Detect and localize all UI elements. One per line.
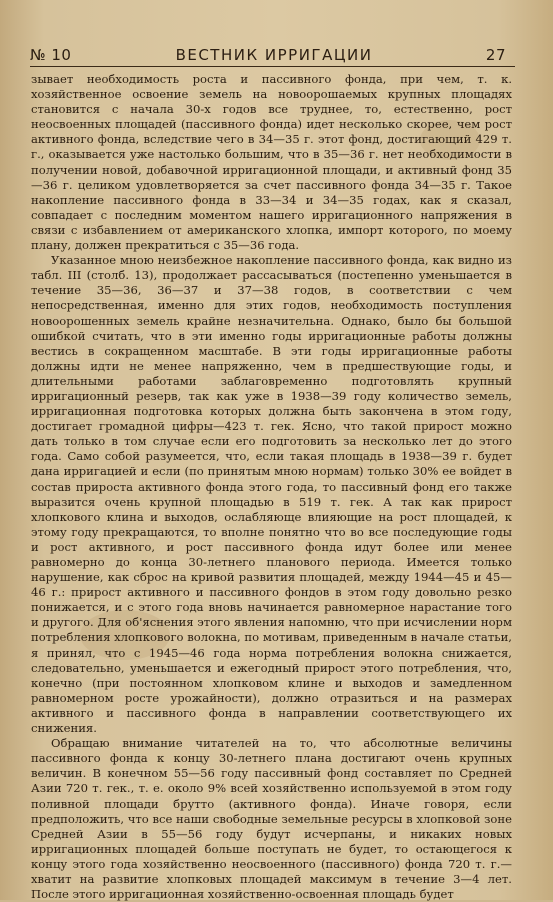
journal-title: ВЕСТНИК ИРРИГАЦИИ	[175, 46, 373, 64]
header-rule	[30, 66, 515, 67]
paragraph: Обращаю внимание читателей на то, что абсолютные величины пассивного фонда к концу 30-летнего плана достигают очень крупных величин. В конечном 55—56 году пассивный фонд составляет по Средней Азии 720 т. гек., т. е. около 9% всей хозяйственно используемой в этом году поливной площади брутто (активного фонда). Иначе говоря, если предположить, что все наши свободные земельные ресурсы в хлопковой зоне Средней Азии в 55—56 году будут исчерпаны, и никаких новых ирригационных площадей больше поступать не будет, то остающегося к концу этого года хозяйственно неосвоенного (пассивного) фонда 720 т. г.—хватит на развитие хлопковых площадей максимум в течение 3—4 лет. После этого ирригационная хозяйственно-освоенная площадь будет	[31, 736, 512, 902]
article-body	[31, 72, 512, 902]
paragraph: Указанное мною неизбежное накопление пассивного фонда, как видно из табл. III (столб. 13), продолжает рассасываться (постепенно уменьшается в течение 35—36, 36—37 и 37—38 годов, в соответствии с чем непосредственная, именно для этих годов, необходимость поступления новоорошенных земель крайне незначительна. Однако, было бы большой ошибкой считать, что в эти именно годы ирригационные работы должны вестись в сокращенном масштабе. В эти годы ирригационные работы должны идти не менее напряженно, чем в предшествующие годы, и длительными работами заблаговременно подготовлять крупный ирригационный резерв, так как уже в 1938—39 году количество земель, ирригационная подготовка которых должна быть закончена в этом году, достигает громадной цифры—423 т. гек. Ясно, что такой прирост можно дать только в том случае если его подготовить за несколько лет до этого года. Само собой разумеется, что, если такая площадь в 1938—39 г. будет дана ирригацией и если (по принятым мною нормам) только 30% ее войдет в состав прироста активного фонда этого года, то пассивный фонд его также выразится очень крупной площадью в 519 т. гек. А так как прирост хлопкового клина и выходов, ослабляюще влияющие на рост площадей, к этому году прекращаются, то вполне понятно что во все последующие годы и рост активного, и рост пассивного фонда идут более или менее равномерно до конца 30-летнего планового периода. Имеется только нарушение, как сброс на кривой развития площадей, между 1944—45 и 45—46 г.: прирост активного и пассивного фондов в этом году довольно резко понижается, и с этого года вновь начинается равномерное нарастание того и другого. Для об'яснения этого явления напомню, что при исчислении норм потребления хлопкового волокна, по мотивам, приведенным в начале статьи, я принял, что с 1945—46 года норма потребления волокна снижается, следовательно, уменьшается и ежегодный прирост этого потребления, что, конечно (при постоянном хлопковом клине и выходов и замедленном равномерном росте урожайности), должно отразиться и на размерах активного и пассивного фонда в направлении соответствующего их снижения.	[31, 253, 512, 736]
issue-number: № 10	[30, 46, 72, 64]
running-header	[30, 46, 518, 66]
paragraph: зывает необходимость роста и пассивного фонда, при чем, т. к. хозяйственное освоение земель на новоорошаемых крупных площадях становится с начала 30-х годов все труднее, то, естественно, рост неосвоенных площадей (пассивного фонда) идет несколько скорее, чем рост активного фонда, вследствие чего в 34—35 г. этот фонд, достигающий 429 т. г., оказывается уже настолько большим, что в 35—36 г. нет необходимости в получении новой, добавочной ирригационной площади, и активный фонд 35—36 г. целиком удовлетворяется за счет пассивного фонда 34—35 г. Такое накопление пассивного фонда в 33—34 и 34—35 годах, как я сказал, совпадает с последним моментом нашего ирригационного напряжения в связи с избавлением от американского хлопка, импорт которого, по моему плану, должен прекратиться с 35—36 года.	[31, 72, 512, 253]
page-number: 27	[485, 46, 506, 64]
